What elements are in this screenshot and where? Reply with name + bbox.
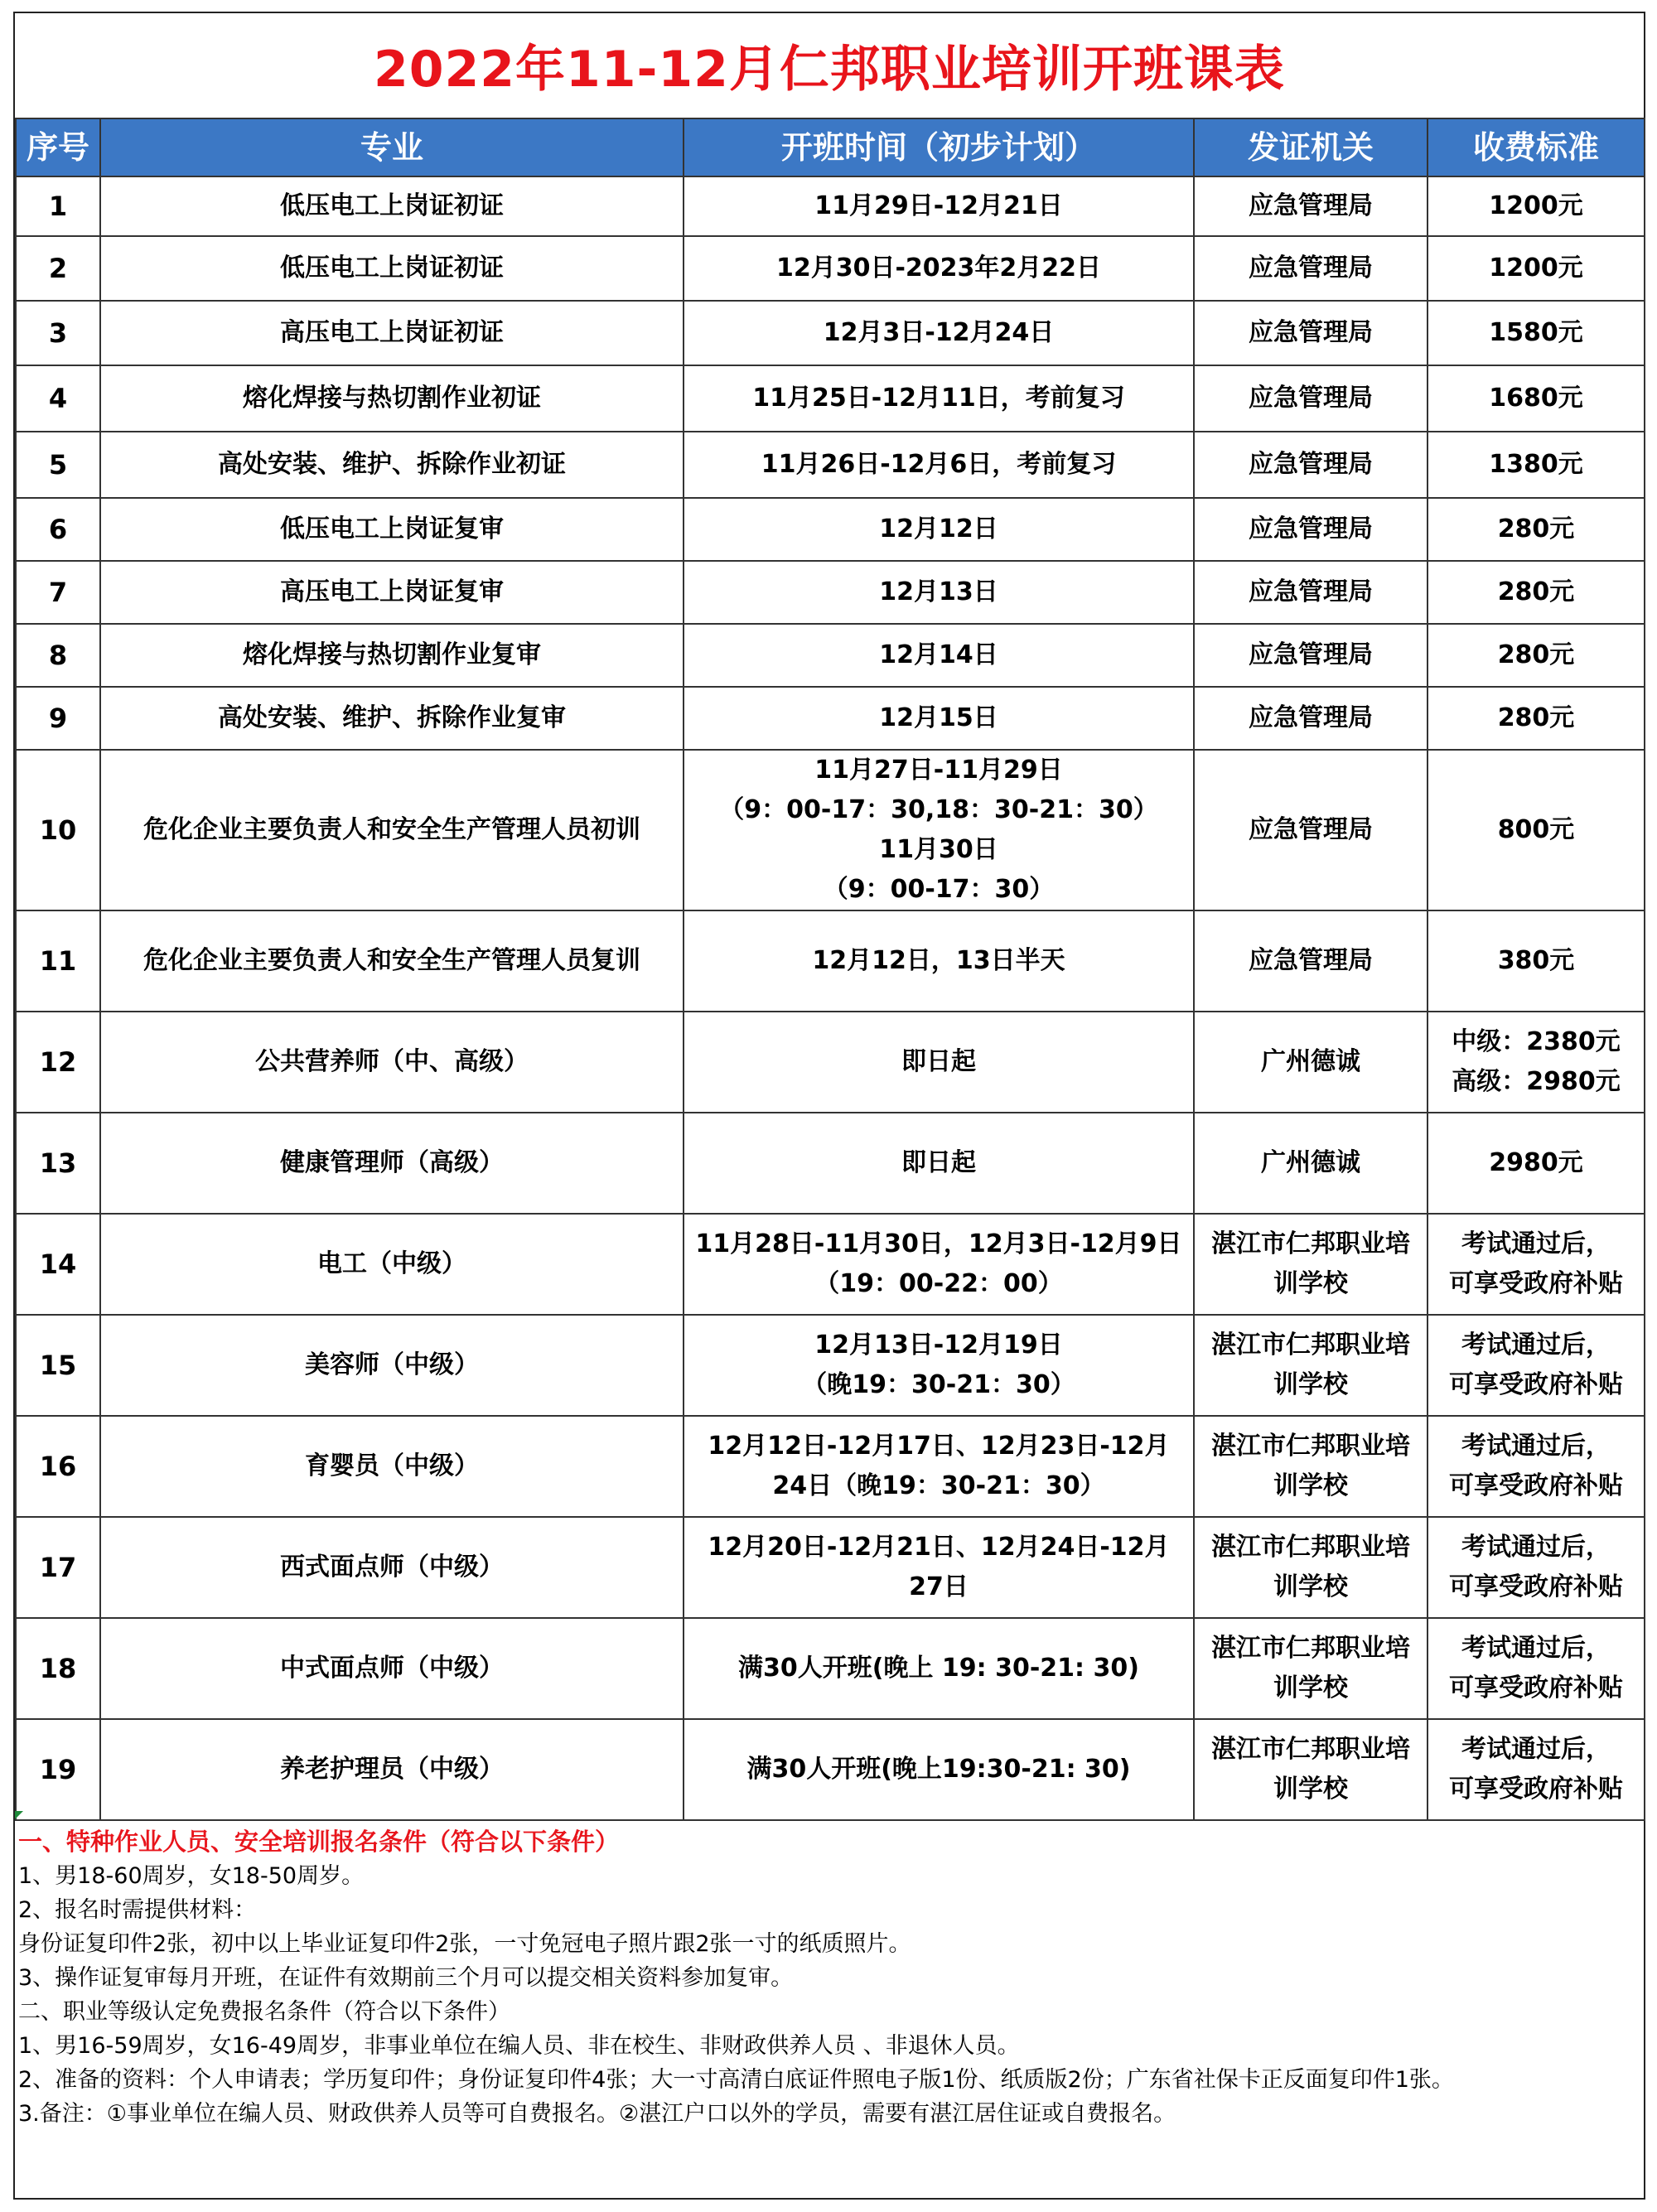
schedule-sheet xyxy=(13,12,1645,2200)
row-fee-cell: 280元 xyxy=(1428,624,1645,687)
row-fee-cell: 280元 xyxy=(1428,687,1645,750)
notes-line: 二、职业等级认定免费报名条件（符合以下条件） xyxy=(18,1999,510,2025)
row-fee-cell: 280元 xyxy=(1428,498,1645,561)
row-issuer-cell: 应急管理局 xyxy=(1194,561,1428,624)
notes-line: 3.备注：①事业单位在编人员、财政供养人员等可自费报名。②湛江户口以外的学员，需要有湛江居住证或自费报名。 xyxy=(18,2101,1176,2127)
header-major: 专业 xyxy=(100,118,684,176)
row-fee-cell: 考试通过后， 可享受政府补贴 xyxy=(1428,1214,1645,1315)
row-time-cell: 11月29日-12月21日 xyxy=(684,176,1194,236)
row-time-cell: 满30人开班(晚上19:30-21: 30) xyxy=(684,1719,1194,1820)
row-issuer-cell: 应急管理局 xyxy=(1194,498,1428,561)
notes-line: 身份证复印件2张，初中以上毕业证复印件2张，一寸免冠电子照片跟2张一寸的纸质照片。 xyxy=(18,1931,911,1957)
table-row xyxy=(16,624,1645,687)
row-time-cell: 11月25日-12月11日，考前复习 xyxy=(684,365,1194,432)
row-fee-cell: 1200元 xyxy=(1428,236,1645,301)
row-fee-cell: 考试通过后， 可享受政府补贴 xyxy=(1428,1618,1645,1719)
notes-line: 2、准备的资料：个人申请表；学历复印件；身份证复印件4张；大一寸高清白底证件照电子版1份、纸质版2份；广东省社保卡正反面复印件1张。 xyxy=(18,2067,1454,2093)
schedule-table xyxy=(15,118,1645,1821)
header-fee: 收费标准 xyxy=(1428,118,1645,176)
row-issuer-cell: 湛江市仁邦职业培 训学校 xyxy=(1194,1214,1428,1315)
row-major-cell: 熔化焊接与热切割作业初证 xyxy=(100,365,684,432)
notes-line: 1、男16-59周岁，女16-49周岁，非事业单位在编人员、非在校生、非财政供养人员 、非退休人员。 xyxy=(18,2033,1020,2059)
table-row xyxy=(16,236,1645,301)
row-fee-cell: 考试通过后， 可享受政府补贴 xyxy=(1428,1517,1645,1618)
row-seq-cell: 3 xyxy=(16,301,100,365)
row-time-cell: 12月15日 xyxy=(684,687,1194,750)
notes-heading: 一、特种作业人员、安全培训报名条件（符合以下条件） xyxy=(18,1828,620,1856)
row-time-cell: 即日起 xyxy=(684,1012,1194,1113)
schedule-body xyxy=(16,176,1645,1820)
row-seq-cell: 12 xyxy=(16,1012,100,1113)
row-time-cell: 11月26日-12月6日，考前复习 xyxy=(684,432,1194,498)
row-issuer-cell: 湛江市仁邦职业培 训学校 xyxy=(1194,1719,1428,1820)
table-row xyxy=(16,1012,1645,1113)
row-time-cell: 12月12日 xyxy=(684,498,1194,561)
notes-line: 1、男18-60周岁，女18-50周岁。 xyxy=(18,1863,365,1889)
row-fee-cell: 800元 xyxy=(1428,750,1645,910)
row-major-cell: 中式面点师（中级） xyxy=(100,1618,684,1719)
table-row xyxy=(16,687,1645,750)
row-time-cell: 11月27日-11月29日 （9：00-17：30,18：30-21：30） 11月30日 （9：00-17：30） xyxy=(684,750,1194,910)
row-time-cell: 12月12日，13日半天 xyxy=(684,910,1194,1012)
table-row xyxy=(16,1719,1645,1820)
row-time-cell: 满30人开班(晚上 19: 30-21: 30) xyxy=(684,1618,1194,1719)
row-fee-cell: 1580元 xyxy=(1428,301,1645,365)
row-seq-cell: 5 xyxy=(16,432,100,498)
header-seq: 序号 xyxy=(16,118,100,176)
table-row xyxy=(16,176,1645,236)
row-major-cell: 高压电工上岗证初证 xyxy=(100,301,684,365)
row-major-cell: 低压电工上岗证复审 xyxy=(100,498,684,561)
row-issuer-cell: 应急管理局 xyxy=(1194,687,1428,750)
row-major-cell: 高压电工上岗证复审 xyxy=(100,561,684,624)
row-issuer-cell: 广州德诚 xyxy=(1194,1113,1428,1214)
table-row xyxy=(16,1214,1645,1315)
row-issuer-cell: 应急管理局 xyxy=(1194,750,1428,910)
row-major-cell: 美容师（中级） xyxy=(100,1315,684,1416)
requirements-notes xyxy=(18,1825,1634,2131)
row-seq-cell: 19 xyxy=(16,1719,100,1820)
row-issuer-cell: 应急管理局 xyxy=(1194,236,1428,301)
row-time-cell: 12月20日-12月21日、12月24日-12月 27日 xyxy=(684,1517,1194,1618)
row-issuer-cell: 湛江市仁邦职业培 训学校 xyxy=(1194,1416,1428,1517)
row-time-cell: 12月13日 xyxy=(684,561,1194,624)
row-major-cell: 电工（中级） xyxy=(100,1214,684,1315)
row-major-cell: 危化企业主要负责人和安全生产管理人员复训 xyxy=(100,910,684,1012)
table-row xyxy=(16,1416,1645,1517)
row-seq-cell: 4 xyxy=(16,365,100,432)
table-row xyxy=(16,1618,1645,1719)
table-header-row xyxy=(16,118,1645,176)
row-time-cell: 12月14日 xyxy=(684,624,1194,687)
row-time-cell: 11月28日-11月30日，12月3日-12月9日 （19：00-22：00） xyxy=(684,1214,1194,1315)
row-major-cell: 低压电工上岗证初证 xyxy=(100,176,684,236)
row-issuer-cell: 湛江市仁邦职业培 训学校 xyxy=(1194,1517,1428,1618)
row-seq-cell: 15 xyxy=(16,1315,100,1416)
row-seq-cell: 13 xyxy=(16,1113,100,1214)
row-fee-cell: 考试通过后， 可享受政府补贴 xyxy=(1428,1719,1645,1820)
row-major-cell: 公共营养师（中、高级） xyxy=(100,1012,684,1113)
row-fee-cell: 中级：2380元 高级：2980元 xyxy=(1428,1012,1645,1113)
header-issuer: 发证机关 xyxy=(1194,118,1428,176)
row-seq-cell: 16 xyxy=(16,1416,100,1517)
row-major-cell: 低压电工上岗证初证 xyxy=(100,236,684,301)
table-row xyxy=(16,1315,1645,1416)
notes-line: 3、操作证复审每月开班，在证件有效期前三个月可以提交相关资料参加复审。 xyxy=(18,1965,794,1991)
row-issuer-cell: 应急管理局 xyxy=(1194,910,1428,1012)
row-fee-cell: 考试通过后， 可享受政府补贴 xyxy=(1428,1315,1645,1416)
row-seq-cell: 14 xyxy=(16,1214,100,1315)
row-major-cell: 高处安装、维护、拆除作业复审 xyxy=(100,687,684,750)
row-fee-cell: 280元 xyxy=(1428,561,1645,624)
table-row xyxy=(16,750,1645,910)
row-major-cell: 健康管理师（高级） xyxy=(100,1113,684,1214)
row-seq-cell: 18 xyxy=(16,1618,100,1719)
row-issuer-cell: 应急管理局 xyxy=(1194,624,1428,687)
table-row xyxy=(16,498,1645,561)
row-seq-cell: 10 xyxy=(16,750,100,910)
row-issuer-cell: 应急管理局 xyxy=(1194,301,1428,365)
header-time: 开班时间（初步计划） xyxy=(684,118,1194,176)
row-seq-cell: 9 xyxy=(16,687,100,750)
row-issuer-cell: 应急管理局 xyxy=(1194,176,1428,236)
row-major-cell: 育婴员（中级） xyxy=(100,1416,684,1517)
notes-line: 2、报名时需提供材料： xyxy=(18,1897,257,1923)
row-major-cell: 养老护理员（中级） xyxy=(100,1719,684,1820)
row-time-cell: 12月3日-12月24日 xyxy=(684,301,1194,365)
row-seq-cell: 17 xyxy=(16,1517,100,1618)
row-seq-cell: 7 xyxy=(16,561,100,624)
row-seq-cell: 11 xyxy=(16,910,100,1012)
row-fee-cell: 380元 xyxy=(1428,910,1645,1012)
row-issuer-cell: 湛江市仁邦职业培 训学校 xyxy=(1194,1315,1428,1416)
row-major-cell: 高处安装、维护、拆除作业初证 xyxy=(100,432,684,498)
table-row xyxy=(16,561,1645,624)
row-seq-cell: 8 xyxy=(16,624,100,687)
row-time-cell: 即日起 xyxy=(684,1113,1194,1214)
page-title: 2022年11-12月仁邦职业培训开班课表 xyxy=(374,41,1285,99)
row-seq-cell: 1 xyxy=(16,176,100,236)
table-row xyxy=(16,301,1645,365)
row-time-cell: 12月12日-12月17日、12月23日-12月 24日（晚19：30-21：30） xyxy=(684,1416,1194,1517)
row-fee-cell: 1200元 xyxy=(1428,176,1645,236)
cell-comment-marker xyxy=(15,1811,23,1819)
row-fee-cell: 2980元 xyxy=(1428,1113,1645,1214)
row-issuer-cell: 湛江市仁邦职业培 训学校 xyxy=(1194,1618,1428,1719)
row-issuer-cell: 应急管理局 xyxy=(1194,365,1428,432)
row-issuer-cell: 应急管理局 xyxy=(1194,432,1428,498)
table-row xyxy=(16,1113,1645,1214)
row-fee-cell: 考试通过后， 可享受政府补贴 xyxy=(1428,1416,1645,1517)
table-row xyxy=(16,432,1645,498)
table-row xyxy=(16,910,1645,1012)
row-major-cell: 熔化焊接与热切割作业复审 xyxy=(100,624,684,687)
row-major-cell: 危化企业主要负责人和安全生产管理人员初训 xyxy=(100,750,684,910)
row-seq-cell: 2 xyxy=(16,236,100,301)
table-row xyxy=(16,365,1645,432)
row-fee-cell: 1380元 xyxy=(1428,432,1645,498)
table-row xyxy=(16,1517,1645,1618)
row-issuer-cell: 广州德诚 xyxy=(1194,1012,1428,1113)
row-major-cell: 西式面点师（中级） xyxy=(100,1517,684,1618)
row-fee-cell: 1680元 xyxy=(1428,365,1645,432)
row-time-cell: 12月13日-12月19日 （晚19：30-21：30） xyxy=(684,1315,1194,1416)
row-time-cell: 12月30日-2023年2月22日 xyxy=(684,236,1194,301)
row-seq-cell: 6 xyxy=(16,498,100,561)
